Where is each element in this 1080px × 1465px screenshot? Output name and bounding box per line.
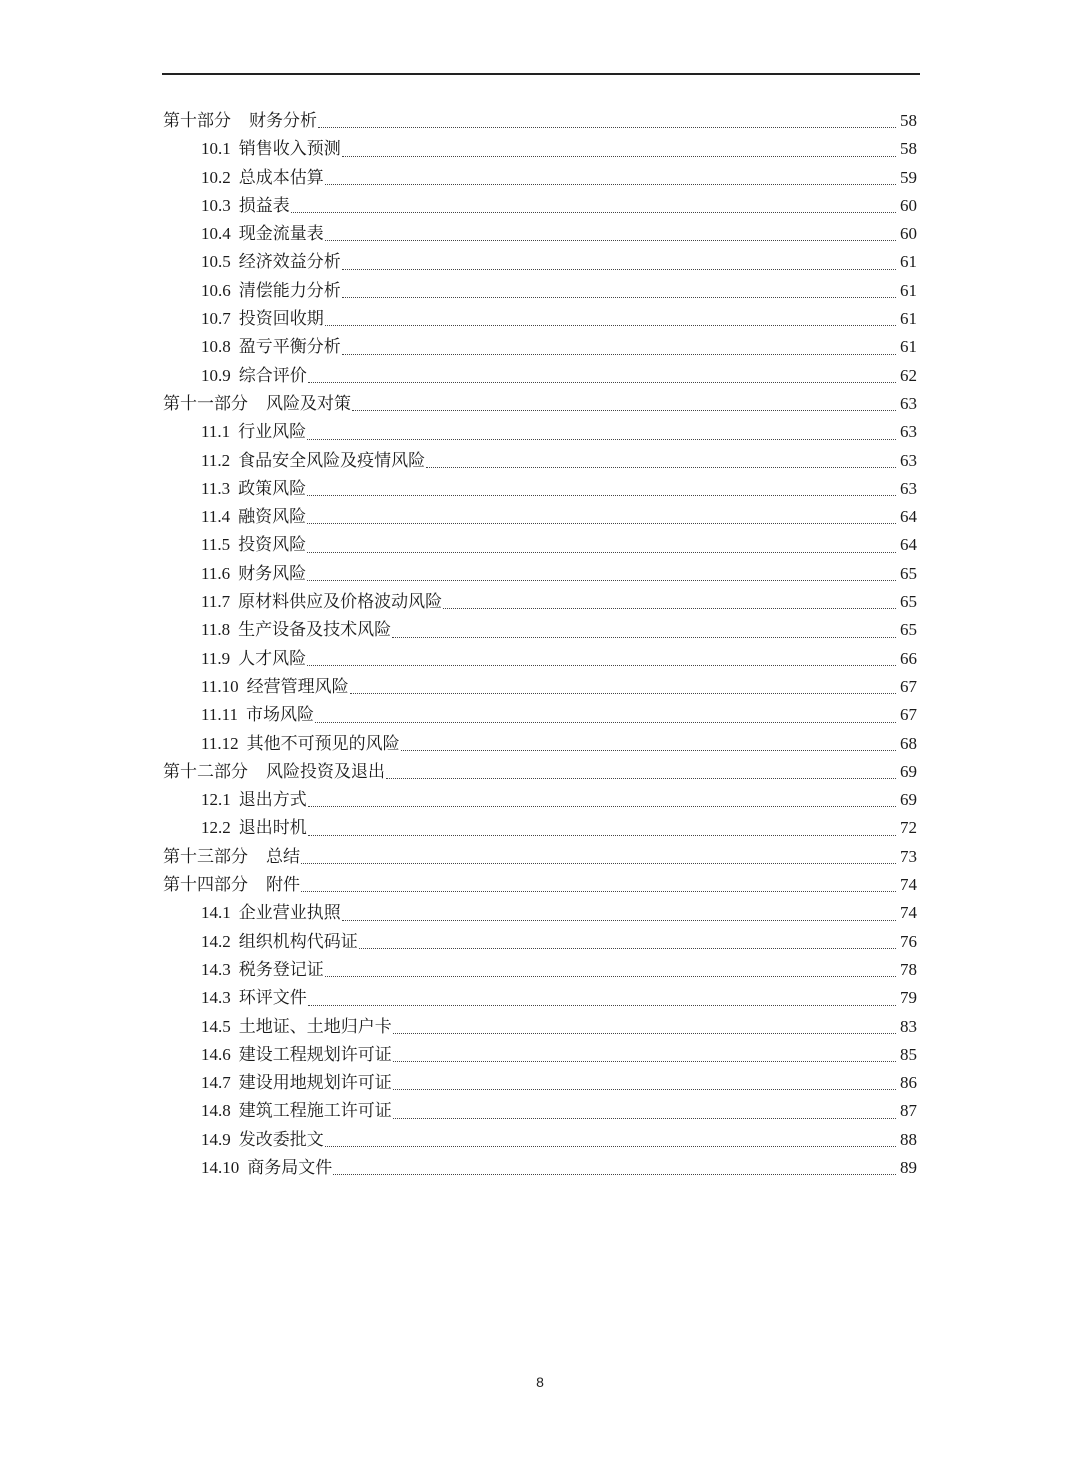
toc-section-entry[interactable] <box>163 588 917 616</box>
toc-entry-title: 市场风险 <box>246 705 314 726</box>
toc-section-entry[interactable] <box>163 503 917 531</box>
toc-dot-leader <box>342 353 896 355</box>
toc-entry-page: 73 <box>900 846 917 866</box>
toc-section-entry[interactable] <box>163 447 917 475</box>
toc-entry-title: 财务风险 <box>238 563 307 584</box>
toc-dot-leader <box>308 834 896 836</box>
toc-entry-number: 11.8 <box>201 620 231 640</box>
toc-dot-leader <box>393 1060 896 1062</box>
toc-entry-page: 68 <box>900 733 917 753</box>
toc-entry-page: 63 <box>900 393 917 413</box>
toc-entry-number: 10.1 <box>201 139 231 159</box>
toc-entry-number: 11.5 <box>201 535 231 555</box>
toc-dot-leader <box>393 1117 896 1119</box>
toc-entry-title: 总成本估算 <box>238 167 324 188</box>
toc-entry-page: 88 <box>900 1129 917 1149</box>
toc-dot-leader <box>342 268 896 270</box>
toc-entry-title: 经济效益分析 <box>238 252 341 273</box>
toc-section-entry[interactable] <box>163 956 917 984</box>
toc-entry-title: 商务局文件 <box>247 1157 333 1178</box>
toc-entry-number: 第十三部分 <box>163 846 248 866</box>
toc-section-entry[interactable] <box>163 730 917 758</box>
toc-entry-title: 人才风险 <box>238 648 307 669</box>
toc-entry-page: 59 <box>900 167 917 187</box>
toc-dot-leader <box>352 409 896 411</box>
toc-dot-leader <box>342 919 896 921</box>
toc-entry-title: 销售收入预测 <box>238 139 341 160</box>
toc-section-entry[interactable] <box>163 673 917 701</box>
toc-entry-page: 65 <box>900 592 917 612</box>
toc-dot-leader <box>308 1004 896 1006</box>
toc-entry-number: 11.9 <box>201 648 231 668</box>
toc-dot-leader <box>318 126 896 128</box>
toc-section-entry[interactable] <box>163 928 917 956</box>
toc-dot-leader <box>325 239 896 241</box>
toc-dot-leader <box>359 947 896 949</box>
toc-entry-title: 土地证、土地归户卡 <box>238 1016 392 1037</box>
toc-entry-page: 78 <box>900 959 917 979</box>
toc-entry-title: 退出时机 <box>238 818 307 839</box>
toc-entry-number: 11.12 <box>201 733 239 753</box>
toc-entry-number: 14.1 <box>201 903 231 923</box>
header-rule <box>162 73 920 75</box>
toc-section-entry[interactable] <box>163 645 917 673</box>
toc-dot-leader <box>301 890 896 892</box>
toc-entry-number: 11.10 <box>201 676 239 696</box>
toc-entry-page: 87 <box>900 1101 917 1121</box>
toc-dot-leader <box>315 721 896 723</box>
toc-section-entry[interactable] <box>163 560 917 588</box>
toc-entry-number: 10.3 <box>201 195 231 215</box>
toc-entry-page: 61 <box>900 252 917 272</box>
toc-entry-number: 11.7 <box>201 592 231 612</box>
toc-entry-page: 66 <box>900 648 917 668</box>
toc-entry-page: 74 <box>900 875 917 895</box>
toc-entry-number: 10.8 <box>201 337 231 357</box>
toc-entry-title: 退出方式 <box>238 790 307 811</box>
toc-entry-number: 11.3 <box>201 478 231 498</box>
toc-dot-leader <box>401 749 896 751</box>
toc-dot-leader <box>307 664 896 666</box>
toc-entry-title: 财务分析 <box>249 111 317 131</box>
toc-dot-leader <box>392 636 896 638</box>
toc-entry-page: 64 <box>900 535 917 555</box>
toc-entry-page: 61 <box>900 309 917 329</box>
toc-entry-number: 10.5 <box>201 252 231 272</box>
toc-entry-title: 环评文件 <box>238 988 307 1009</box>
toc-dot-leader <box>307 438 896 440</box>
toc-entry-number: 14.10 <box>201 1157 240 1177</box>
toc-entry-page: 60 <box>900 224 917 244</box>
toc-entry-page: 63 <box>900 478 917 498</box>
toc-section-entry[interactable] <box>163 616 917 644</box>
toc-entry-number: 11.11 <box>201 705 238 725</box>
toc-section-entry[interactable] <box>163 1013 917 1041</box>
toc-section-entry[interactable] <box>163 418 917 446</box>
toc-dot-leader <box>393 1088 896 1090</box>
toc-dot-leader <box>301 862 896 864</box>
toc-part-entry[interactable] <box>163 107 917 135</box>
toc-entry-page: 67 <box>900 676 917 696</box>
toc-section-entry[interactable] <box>163 362 917 390</box>
toc-entry-title: 政策风险 <box>238 478 307 499</box>
toc-entry-number: 第十四部分 <box>163 875 248 895</box>
toc-dot-leader <box>393 1032 896 1034</box>
toc-dot-leader <box>291 211 896 213</box>
toc-entry-page: 61 <box>900 337 917 357</box>
toc-section-entry[interactable] <box>163 1097 917 1125</box>
toc-section-entry[interactable] <box>163 1126 917 1154</box>
toc-entry-title: 投资风险 <box>238 535 307 556</box>
toc-entry-title: 建筑工程施工许可证 <box>238 1101 392 1122</box>
toc-entry-number: 10.7 <box>201 309 231 329</box>
toc-entry-page: 85 <box>900 1044 917 1064</box>
toc-section-entry[interactable] <box>163 984 917 1012</box>
toc-entry-page: 65 <box>900 620 917 640</box>
toc-dot-leader <box>325 975 896 977</box>
toc-entry-title: 现金流量表 <box>238 224 324 245</box>
toc-part-entry[interactable] <box>163 843 917 871</box>
toc-entry-title: 损益表 <box>238 195 290 216</box>
toc-entry-title: 发改委批文 <box>238 1129 324 1150</box>
toc-entry-page: 65 <box>900 563 917 583</box>
toc-entry-number: 14.5 <box>201 1016 231 1036</box>
toc-dot-leader <box>342 296 896 298</box>
toc-entry-title: 企业营业执照 <box>238 903 341 924</box>
toc-entry-number: 第十一部分 <box>163 393 248 413</box>
toc-entry-title: 投资回收期 <box>238 309 324 330</box>
toc-entry-page: 61 <box>900 280 917 300</box>
toc-entry-number: 10.2 <box>201 167 231 187</box>
page-number: 8 <box>536 1374 544 1390</box>
toc-entry-number: 14.7 <box>201 1073 231 1093</box>
toc-entry-title: 食品安全风险及疫情风险 <box>238 450 426 471</box>
toc-section-entry[interactable] <box>163 135 917 163</box>
toc-entry-page: 89 <box>900 1157 917 1177</box>
toc-entry-title: 综合评价 <box>238 365 307 386</box>
toc-dot-leader <box>307 494 896 496</box>
toc-entry-title: 总结 <box>266 846 300 867</box>
toc-part-entry[interactable] <box>163 390 917 418</box>
toc-section-entry[interactable] <box>163 531 917 559</box>
toc-section-entry[interactable] <box>163 1069 917 1097</box>
toc-entry-page: 69 <box>900 790 917 810</box>
toc-entry-page: 72 <box>900 818 917 838</box>
toc-part-entry[interactable] <box>163 871 917 899</box>
toc-entry-number: 11.1 <box>201 422 231 442</box>
toc-entry-number: 14.6 <box>201 1044 231 1064</box>
toc-entry-title: 税务登记证 <box>238 959 324 980</box>
toc-entry-title: 融资风险 <box>238 507 307 528</box>
toc-section-entry[interactable] <box>163 899 917 927</box>
toc-dot-leader <box>325 1145 896 1147</box>
toc-entry-title: 建设用地规划许可证 <box>238 1073 392 1094</box>
toc-entry-number: 14.3 <box>201 959 231 979</box>
toc-entry-number: 10.4 <box>201 224 231 244</box>
toc-section-entry[interactable] <box>163 1154 917 1182</box>
toc-section-entry[interactable] <box>163 333 917 361</box>
toc-dot-leader <box>307 522 896 524</box>
toc-entry-page: 60 <box>900 195 917 215</box>
toc-entry-page: 83 <box>900 1016 917 1036</box>
toc-section-entry[interactable] <box>163 1041 917 1069</box>
toc-entry-page: 64 <box>900 507 917 527</box>
toc-entry-page: 79 <box>900 988 917 1008</box>
toc-dot-leader <box>308 381 896 383</box>
toc-entry-page: 86 <box>900 1073 917 1093</box>
toc-section-entry[interactable] <box>163 277 917 305</box>
toc-dot-leader <box>350 692 896 694</box>
toc-entry-page: 63 <box>900 450 917 470</box>
toc-section-entry[interactable] <box>163 164 917 192</box>
toc-entry-number: 12.1 <box>201 790 231 810</box>
toc-entry-title: 经营管理风险 <box>246 676 349 697</box>
toc-entry-number: 14.2 <box>201 931 231 951</box>
toc-dot-leader <box>307 579 896 581</box>
toc-part-entry[interactable] <box>163 758 917 786</box>
toc-entry-number: 第十部分 <box>163 111 231 130</box>
toc-entry-number: 14.3 <box>201 988 231 1008</box>
toc-entry-title: 行业风险 <box>238 422 307 443</box>
toc-entry-page: 62 <box>900 365 917 385</box>
toc-dot-leader <box>443 607 896 609</box>
toc-entry-number: 12.2 <box>201 818 231 838</box>
toc-dot-leader <box>342 155 896 157</box>
toc-entry-title: 附件 <box>266 875 300 896</box>
toc-entry-title: 建设工程规划许可证 <box>238 1044 392 1065</box>
toc-section-entry[interactable] <box>163 786 917 814</box>
toc-entry-number: 14.9 <box>201 1129 231 1149</box>
toc-entry-page: 63 <box>900 422 917 442</box>
toc-entry-number: 11.6 <box>201 563 231 583</box>
toc-dot-leader <box>325 183 896 185</box>
toc-section-entry[interactable] <box>163 814 917 842</box>
toc-entry-number: 10.6 <box>201 280 231 300</box>
toc-entry-page: 58 <box>900 111 917 130</box>
toc-entry-title: 风险及对策 <box>266 393 351 414</box>
toc-section-entry[interactable] <box>163 192 917 220</box>
toc-dot-leader <box>333 1173 896 1175</box>
toc-entry-title: 组织机构代码证 <box>238 931 358 952</box>
toc-entry-page: 74 <box>900 903 917 923</box>
toc-dot-leader <box>426 466 896 468</box>
toc-entry-number: 第十二部分 <box>163 761 248 781</box>
toc-dot-leader <box>325 324 896 326</box>
toc-section-entry[interactable] <box>163 248 917 276</box>
toc-entry-number: 11.2 <box>201 450 231 470</box>
toc-entry-title: 原材料供应及价格波动风险 <box>238 592 443 613</box>
toc-section-entry[interactable] <box>163 220 917 248</box>
toc-section-entry[interactable] <box>163 475 917 503</box>
toc-entry-page: 76 <box>900 931 917 951</box>
toc-entry-page: 67 <box>900 705 917 725</box>
toc-entry-page: 69 <box>900 761 917 781</box>
toc-entry-title: 盈亏平衡分析 <box>238 337 341 358</box>
toc-entry-title: 风险投资及退出 <box>266 761 385 782</box>
toc-section-entry[interactable] <box>163 305 917 333</box>
toc-entry-page: 58 <box>900 139 917 159</box>
toc-entry-title: 其他不可预见的风险 <box>246 733 400 754</box>
toc-section-entry[interactable] <box>163 701 917 729</box>
toc-entry-title: 生产设备及技术风险 <box>238 620 392 641</box>
toc-dot-leader <box>307 551 896 553</box>
toc-entry-title: 清偿能力分析 <box>238 280 341 301</box>
toc-dot-leader <box>386 777 896 779</box>
table-of-contents <box>163 107 917 1182</box>
toc-entry-number: 10.9 <box>201 365 231 385</box>
toc-entry-number: 14.8 <box>201 1101 231 1121</box>
toc-entry-number: 11.4 <box>201 507 231 527</box>
toc-dot-leader <box>308 805 896 807</box>
